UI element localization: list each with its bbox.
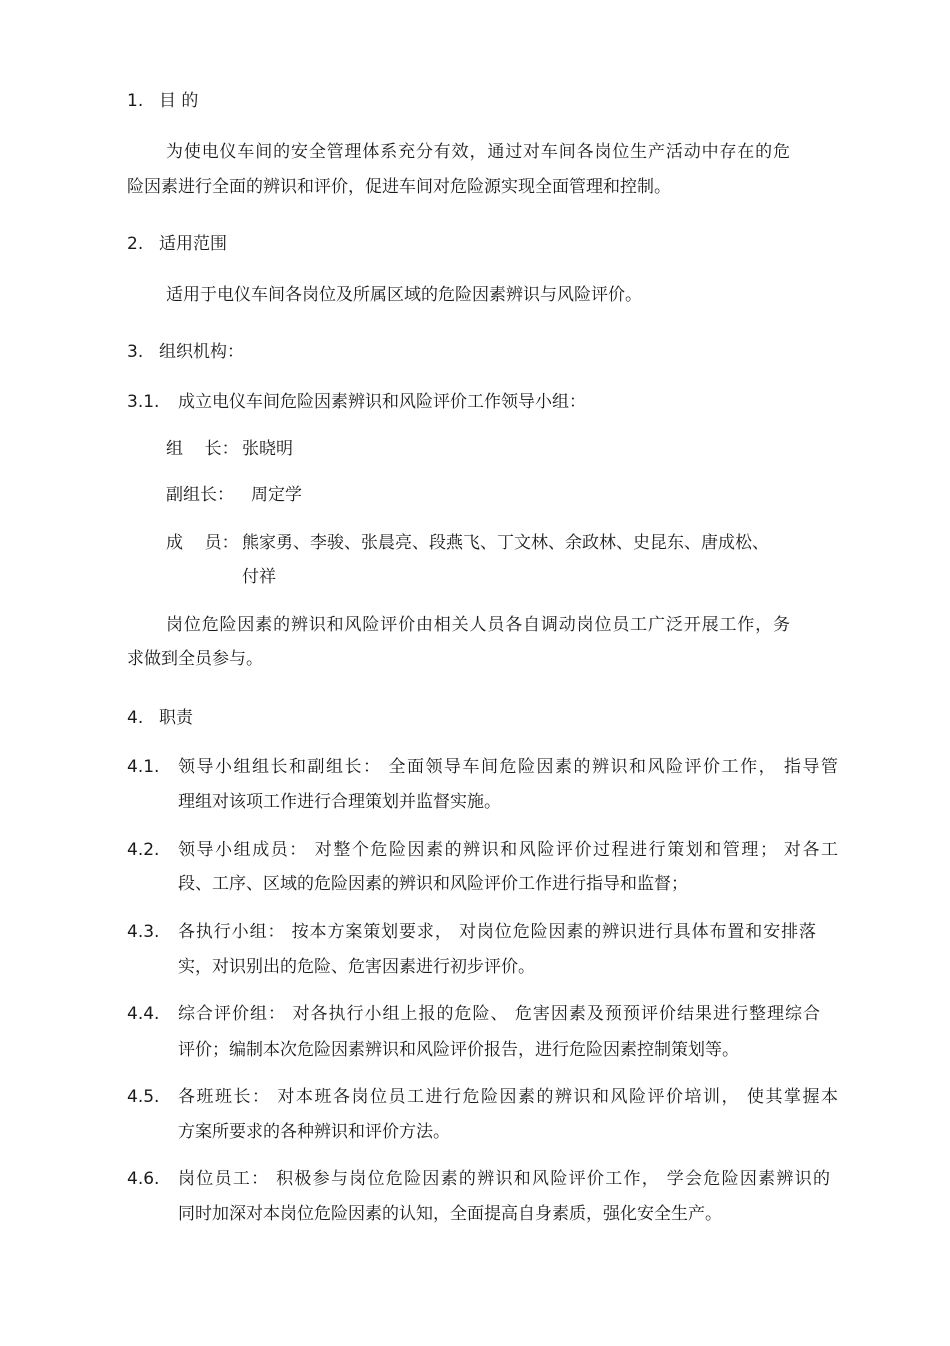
section-3-note-line-1: 岗位危险因素的辨识和风险评价由相关人员各自调动岗位员工广泛开展工作，务: [166, 615, 790, 635]
duty-item-line-2: 段、工序、区域的危险因素的辨识和风险评价工作进行指导和监督；: [178, 874, 688, 894]
section-2-heading: 适用范围: [159, 234, 227, 254]
duty-item-number: 4.6.: [127, 1169, 160, 1189]
duty-item-number: 4.4.: [127, 1004, 160, 1024]
members-line-1: 熊家勇、李骏、张晨亮、段燕飞、丁文林、余政林、史昆东、唐成松、: [242, 533, 769, 553]
section-3-number: 3.: [127, 342, 144, 362]
section-1-number: 1.: [127, 91, 144, 111]
leader-name: 张晓明: [242, 439, 293, 459]
section-3-1-number: 3.1.: [127, 392, 160, 412]
duty-item-line-2: 实，对识别出的危险、危害因素进行初步评价。: [178, 957, 535, 977]
section-2-paragraph: 适用于电仪车间各岗位及所属区域的危险因素辨识与风险评价。: [166, 285, 642, 305]
section-1-paragraph-line-1: 为使电仪车间的安全管理体系充分有效，通过对车间各岗位生产活动中存在的危: [166, 142, 790, 162]
duty-item-line-2: 评价；编制本次危险因素辨识和风险评价报告，进行危险因素控制策划等。: [178, 1040, 739, 1060]
section-1-heading: 目 的: [159, 91, 199, 111]
deputy-label: 副组长：: [166, 485, 234, 505]
duty-item-line-1: 各班班长： 对本班各岗位员工进行危险因素的辨识和风险评价培训， 使其掌握本: [178, 1087, 838, 1107]
deputy-name: 周定学: [251, 485, 302, 505]
duty-item-line-2: 方案所要求的各种辨识和评价方法。: [178, 1122, 450, 1142]
section-4-heading: 职责: [159, 708, 193, 728]
section-3-heading: 组织机构：: [159, 342, 244, 362]
duty-item-line-1: 综合评价组： 对各执行小组上报的危险、 危害因素及预预评价结果进行整理综合: [178, 1004, 820, 1024]
section-1-paragraph-line-2: 险因素进行全面的辨识和评价，促进车间对危险源实现全面管理和控制。: [127, 177, 671, 197]
members-label: 成 员：: [166, 533, 239, 553]
duty-item-line-2: 同时加深对本岗位危险因素的认知，全面提高自身素质，强化安全生产。: [178, 1204, 722, 1224]
duty-item-number: 4.1.: [127, 757, 160, 777]
duty-item-line-1: 岗位员工： 积极参与岗位危险因素的辨识和风险评价工作， 学会危险因素辨识的: [178, 1169, 830, 1189]
duty-item-number: 4.5.: [127, 1087, 160, 1107]
members-line-2: 付祥: [242, 567, 276, 587]
leader-label: 组 长：: [166, 439, 239, 459]
section-2-number: 2.: [127, 234, 144, 254]
duty-item-line-1: 各执行小组： 按本方案策划要求， 对岗位危险因素的辨识进行具体布置和安排落: [178, 922, 816, 942]
duty-item-line-2: 理组对该项工作进行合理策划并监督实施。: [178, 792, 501, 812]
duty-item-line-1: 领导小组成员： 对整个危险因素的辨识和风险评价过程进行策划和管理； 对各工: [178, 840, 838, 860]
section-3-note-line-2: 求做到全员参与。: [127, 649, 263, 669]
duty-item-number: 4.2.: [127, 840, 160, 860]
duty-item-line-1: 领导小组组长和副组长： 全面领导车间危险因素的辨识和风险评价工作， 指导管: [178, 757, 838, 777]
duty-item-number: 4.3.: [127, 922, 160, 942]
section-3-1-heading: 成立电仪车间危险因素辨识和风险评价工作领导小组：: [178, 392, 586, 412]
section-4-number: 4.: [127, 708, 144, 728]
